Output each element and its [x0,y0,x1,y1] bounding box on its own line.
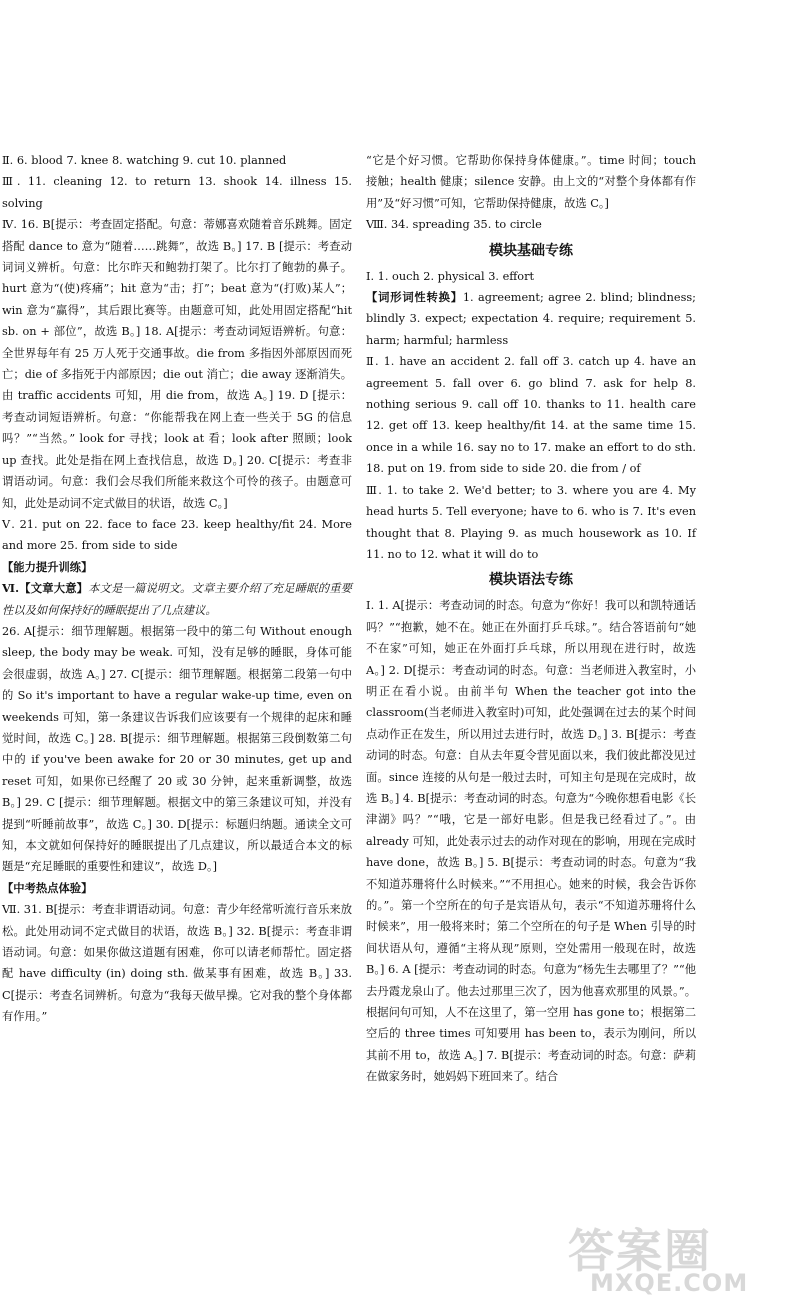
left-column [2,150,352,1028]
watermark-url: MXQE.COM [590,1269,749,1297]
summary-lead: Ⅵ.【文章大意】 [2,581,89,596]
answer-block: Ⅰ. 1. A[提示：考查动词的时态。句意为“你好！我可以和凯特通话吗？”“抱歉，她不在。她正在外面打乒乓球。”。结合答语前句“她不在家”可知，她正在外面打乒乓球，所以用现在进行时，故选 A。] 2. D[提示：考查动词的时态。句意：当老师进入教室时，小明正在看小说。由前半句 When the teacher got into the classroom(当老师进入教室时)可知，此处强调在过去的某个时间点动作正在发生，所以用过去进行时，故选 D。] 3. B[提示：考查动词的时态。句意：自从去年夏令营见面以来，我们彼此都没见过面。since 连接的从句是一般过去时，可知主句是现在完成时，故选 B。] 4. B[提示：考查动词的时态。句意为“今晚你想看电影《长津湖》吗？”“哦，它是一部好电影。但是我已经看过了。”。由 already 可知，此处表示过去的动作对现在的影响，用现在完成时 have done，故选 B。] 5. B[提示：考查动词的时态。句意为“我不知道苏珊将什么时候来。”“不用担心。她来的时候，我会告诉你的。”。第一个空所在的句子是宾语从句，表示“不知道苏珊将什么时候来”，用一般将来时；第二个空所在的句子是 When 引导的时间状语从句，遵循“主将从现”原则，空处需用一般现在时，故选 B。] 6. A [提示：考查动词的时态。句意为“杨先生去哪里了？”“他去丹霞龙泉山了。他去过那里三次了，因为他喜欢那里的风景。”。根据问句可知，人不在这里了，第一空用 has gone to；根据第二空后的 three times 可知要用 has been to，表示为刚问，所以其前不用 to，故选 A。] 7. B[提示：考查动词的时态。句意：萨莉在做家务时，她妈妈下班回来了。结合 [366,599,696,1084]
answer-block: Ⅴ. 21. put on 22. face to face 23. keep healthy/fit 24. More and more 25. from side to side [2,517,352,553]
subsection-heading: 【能力提升训练】 [2,559,93,574]
answer-block: Ⅲ. 1. to take 2. We'd better; to 3. where you are 4. My head hurts 5. Tell everyone; have to 6. who is 7. It's even thought that 8. Playing 9. as much housework as 10. If 11. no to 12. what it will do to [366,483,696,561]
answer-block: Ⅱ. 6. blood 7. knee 8. watching 9. cut 10. planned [2,154,287,167]
summary-text: 本文是一篇说明文。文章主要介绍了充足睡眠的重要性以及如何保持好的睡眠提出了几点建议。 [2,582,352,617]
answer-block: Ⅷ. 34. spreading 35. to circle [366,218,542,232]
word-form-answers: 1. agreement; agree 2. blind; blindness; blindly 3. expect; expectation 4. require; requirement 5. harm; harmful; harmless [366,291,696,347]
section-title: 模块语法专练 [489,572,573,589]
answer-block: 26. A[提示：细节理解题。根据第一段中的第二句 Without enough sleep, the body may be weak. 可知，没有足够的睡眠，身体可能会很虚弱，故选 A。] 27. C[提示：细节理解题。根据第二段第一句中的 So it's important to have a regular wake-up time, even on weekends 可知，第一条建议告诉我们应该要有一个规律的起床和睡觉时间，故选 C。] 28. B[提示：细节理解题。根据第三段倒数第二句中的 if you've been awake for 20 or 30 minutes, get up and reset 可知，如果你已经醒了 20 或 30 分钟，起来重新调整，故选 B。] 29. C [提示：细节理解题。根据文中的第三条建议可知，并没有提到“听睡前故事”，故选 C。] 30. D[提示：标题归纳题。通读全文可知，本文就如何保持好的睡眠提出了几点建议，所以最适合本文的标题是“充足睡眠的重要性和建议”，故选 D。] [2,624,352,874]
answer-block: Ⅶ. 31. B[提示：考查非谓语动词。句意：青少年经常听流行音乐来放松。此处用动词不定式做目的状语，故选 B。] 32. B[提示：考查非谓语动词。句意：如果你做这道题有困难，你可以请老师帮忙。固定搭配 have difficulty (in) doing sth. 做某事有困难，故选 B。] 33. C[提示：考查名词辨析。句意为“我每天做早操。它对我的整个身体都有作用。” [2,903,352,1024]
answer-block: “它是个好习惯。它帮助你保持身体健康。”。time 时间；touch 接触；health 健康；silence 安静。由上文的“对整个身体都有作用”及“好习惯”可知，它帮助保持健康，故选 C。] [366,154,696,210]
answer-block: Ⅳ. 16. B[提示：考查固定搭配。句意：蒂娜喜欢随着音乐跳舞。固定搭配 dance to 意为“随着……跳舞”，故选 B。] 17. B [提示：考查动词词义辨析。句意：比尔昨天和鲍勃打架了。比尔打了鲍勃的鼻子。hurt 意为“(使)疼痛”；hit 意为“击；打”；beat 意为“(打败)某人”；win 意为“赢得”，其后跟比赛等。由题意可知，此处用固定搭配“hit sb. on + 部位”，故选 B。] 18. A[提示：考查动词短语辨析。句意：全世界每年有 25 万人死于交通事故。die from 多指因外部原因而死亡；die of 多指死于内部原因；die out 消亡；die away 逐渐消失。由 traffic accidents 可知，用 die from，故选 A。] 19. D [提示：考查动词短语辨析。句意：“你能帮我在网上查一些关于 5G 的信息吗？”“当然。” look for 寻找；look at 看；look after 照顾；look up 查找。此处是指在网上查找信息，故选 D。] 20. C[提示：考查非谓语动词。句意：我们会尽我们所能来救这个可怜的孩子。由题意可知，此处是动词不定式做目的状语，故选 C。] [2,218,352,510]
word-form-heading: 【词形词性转换】 [366,290,463,305]
answer-block: Ⅱ. 1. have an accident 2. fall off 3. catch up 4. have an agreement 5. fall over 6. go blind 7. ask for help 8. nothing serious 9. call off 10. thanks to 11. health care 12. get off 13. keep healthy/fit 14. at the same time 15. once in a while 16. say no to 17. make an effort to do sth. 18. put on 19. from side to side 20. die from / of [366,355,696,476]
answer-block: Ⅲ. 11. cleaning 12. to return 13. shook 14. illness 15. solving [2,175,352,210]
watermark-logo [560,1215,796,1300]
subsection-heading: 【中考热点体验】 [2,880,93,895]
section-title: 模块基础专练 [489,242,573,259]
article-summary [2,578,352,621]
answer-block: Ⅰ. 1. ouch 2. physical 3. effort [366,269,535,283]
watermark-title: 答案圈 [568,1224,712,1278]
answer-block [366,287,696,351]
right-column [366,150,696,1088]
